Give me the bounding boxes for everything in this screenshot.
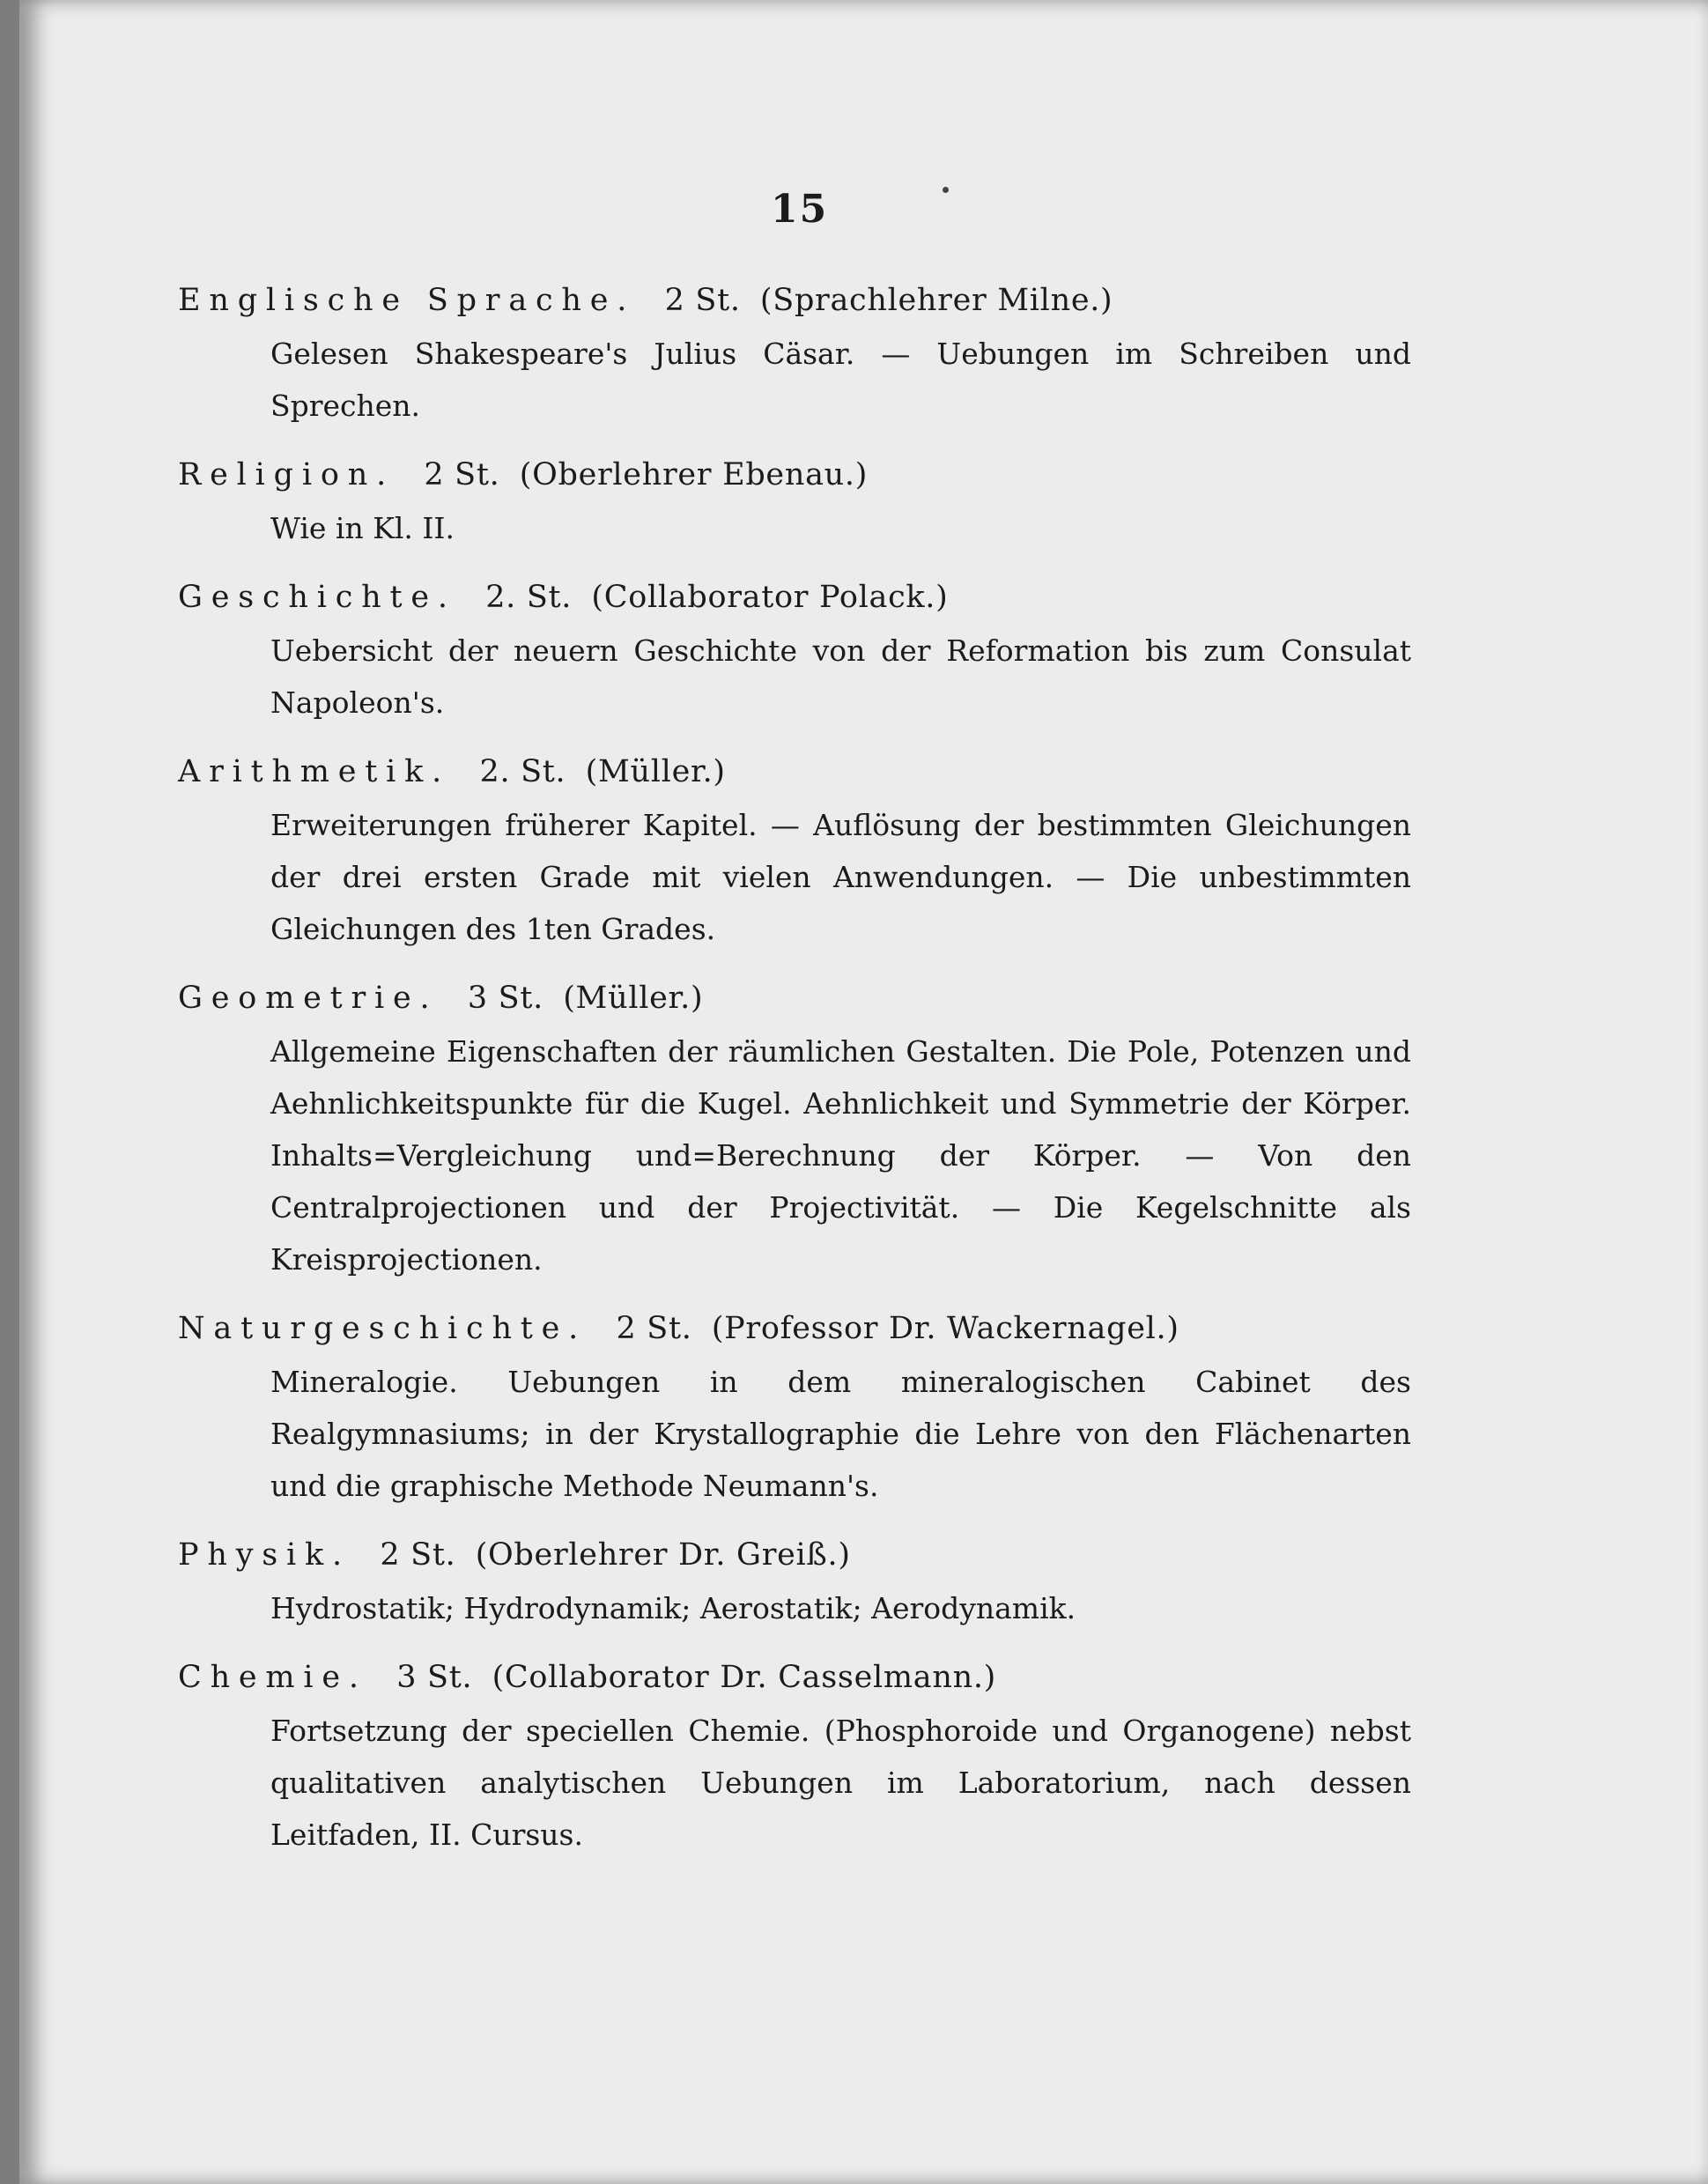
entry-description: Hydrostatik; Hydrodynamik; Aerostatik; Aerodynamik. [270,1591,1076,1625]
hours: 2. St. [479,754,566,789]
hours: 2 St. [616,1311,692,1346]
entry-heading [178,744,1411,799]
teacher: (Oberlehrer Dr. Greiß.) [475,1537,851,1573]
ink-speck [943,187,949,193]
subject-title: Physik. [178,1537,351,1573]
entry-englische-sprache [178,273,1411,432]
entry-naturgeschichte [178,1301,1411,1512]
hours: 2 St. [424,457,500,492]
entry-chemie [178,1650,1411,1861]
entry-physik [178,1528,1411,1634]
entry-description: Erweiterungen früherer Kapitel. — Auflösung der bestimmten Gleichungen der drei ersten Grade mit vielen Anwendungen. — Die unbestimmten Gleichungen des 1ten Grades. [270,808,1411,946]
book-binding-edge [0,0,19,2184]
entry-geschichte [178,570,1411,729]
entry-arithmetik [178,744,1411,955]
teacher: (Professor Dr. Wackernagel.) [711,1311,1179,1346]
teacher: (Müller.) [585,754,726,789]
entry-heading [178,971,1411,1025]
subject-title: Naturgeschichte. [178,1311,588,1346]
entry-heading [178,1650,1411,1705]
subject-title: Geometrie. [178,981,439,1016]
subject-title: Arithmetik. [178,754,451,789]
entry-description: Mineralogie. Uebungen in dem mineralogischen Cabinet des Realgymnasiums; in der Krystallographie die Lehre von den Flächenarten und die graphische Methode Neumann's. [270,1365,1411,1503]
entry-heading [178,570,1411,625]
entry-description: Allgemeine Eigenschaften der räumlichen Gestalten. Die Pole, Potenzen und Aehnlichkeitspunkte für die Kugel. Aehnlichkeit und Symmetrie der Körper. Inhalts=Vergleichung und=Berechnung der Körper. — Von den Centralprojectionen und der Projectivität. — Die Kegelschnitte als Kreisprojectionen. [270,1034,1411,1277]
entry-heading [178,1528,1411,1582]
teacher: (Collaborator Polack.) [591,580,949,615]
subject-title: Geschichte. [178,580,456,615]
page-number: 15 [771,187,829,232]
entry-heading [178,273,1411,328]
subject-title: Religion. [178,457,395,492]
entry-description: Fortsetzung der speciellen Chemie. (Phosphoroide und Organogene) nebst qualitativen analytischen Uebungen im Laboratorium, nach dessen Leitfaden, II. Cursus. [270,1714,1411,1852]
entry-religion [178,448,1411,554]
hours: 2 St. [380,1537,456,1573]
teacher: (Oberlehrer Ebenau.) [519,457,869,492]
subject-title: Englische Sprache. [178,283,636,318]
teacher: (Sprachlehrer Milne.) [759,283,1113,318]
entry-description: Uebersicht der neuern Geschichte von der Reformation bis zum Consulat Napoleon's. [270,633,1411,720]
subject-title: Chemie. [178,1660,367,1695]
document-page [19,0,1708,2184]
hours: 2 St. [664,283,741,318]
teacher: (Collaborator Dr. Casselmann.) [492,1660,996,1695]
curriculum-list [178,273,1411,1877]
teacher: (Müller.) [563,981,704,1016]
hours: 2. St. [485,580,573,615]
entry-description: Gelesen Shakespeare's Julius Cäsar. — Uebungen im Schreiben und Sprechen. [270,337,1411,423]
entry-description: Wie in Kl. II. [270,511,455,545]
entry-heading [178,448,1411,502]
hours: 3 St. [396,1660,473,1695]
entry-heading [178,1301,1411,1356]
entry-geometrie [178,971,1411,1285]
hours: 3 St. [467,981,543,1016]
